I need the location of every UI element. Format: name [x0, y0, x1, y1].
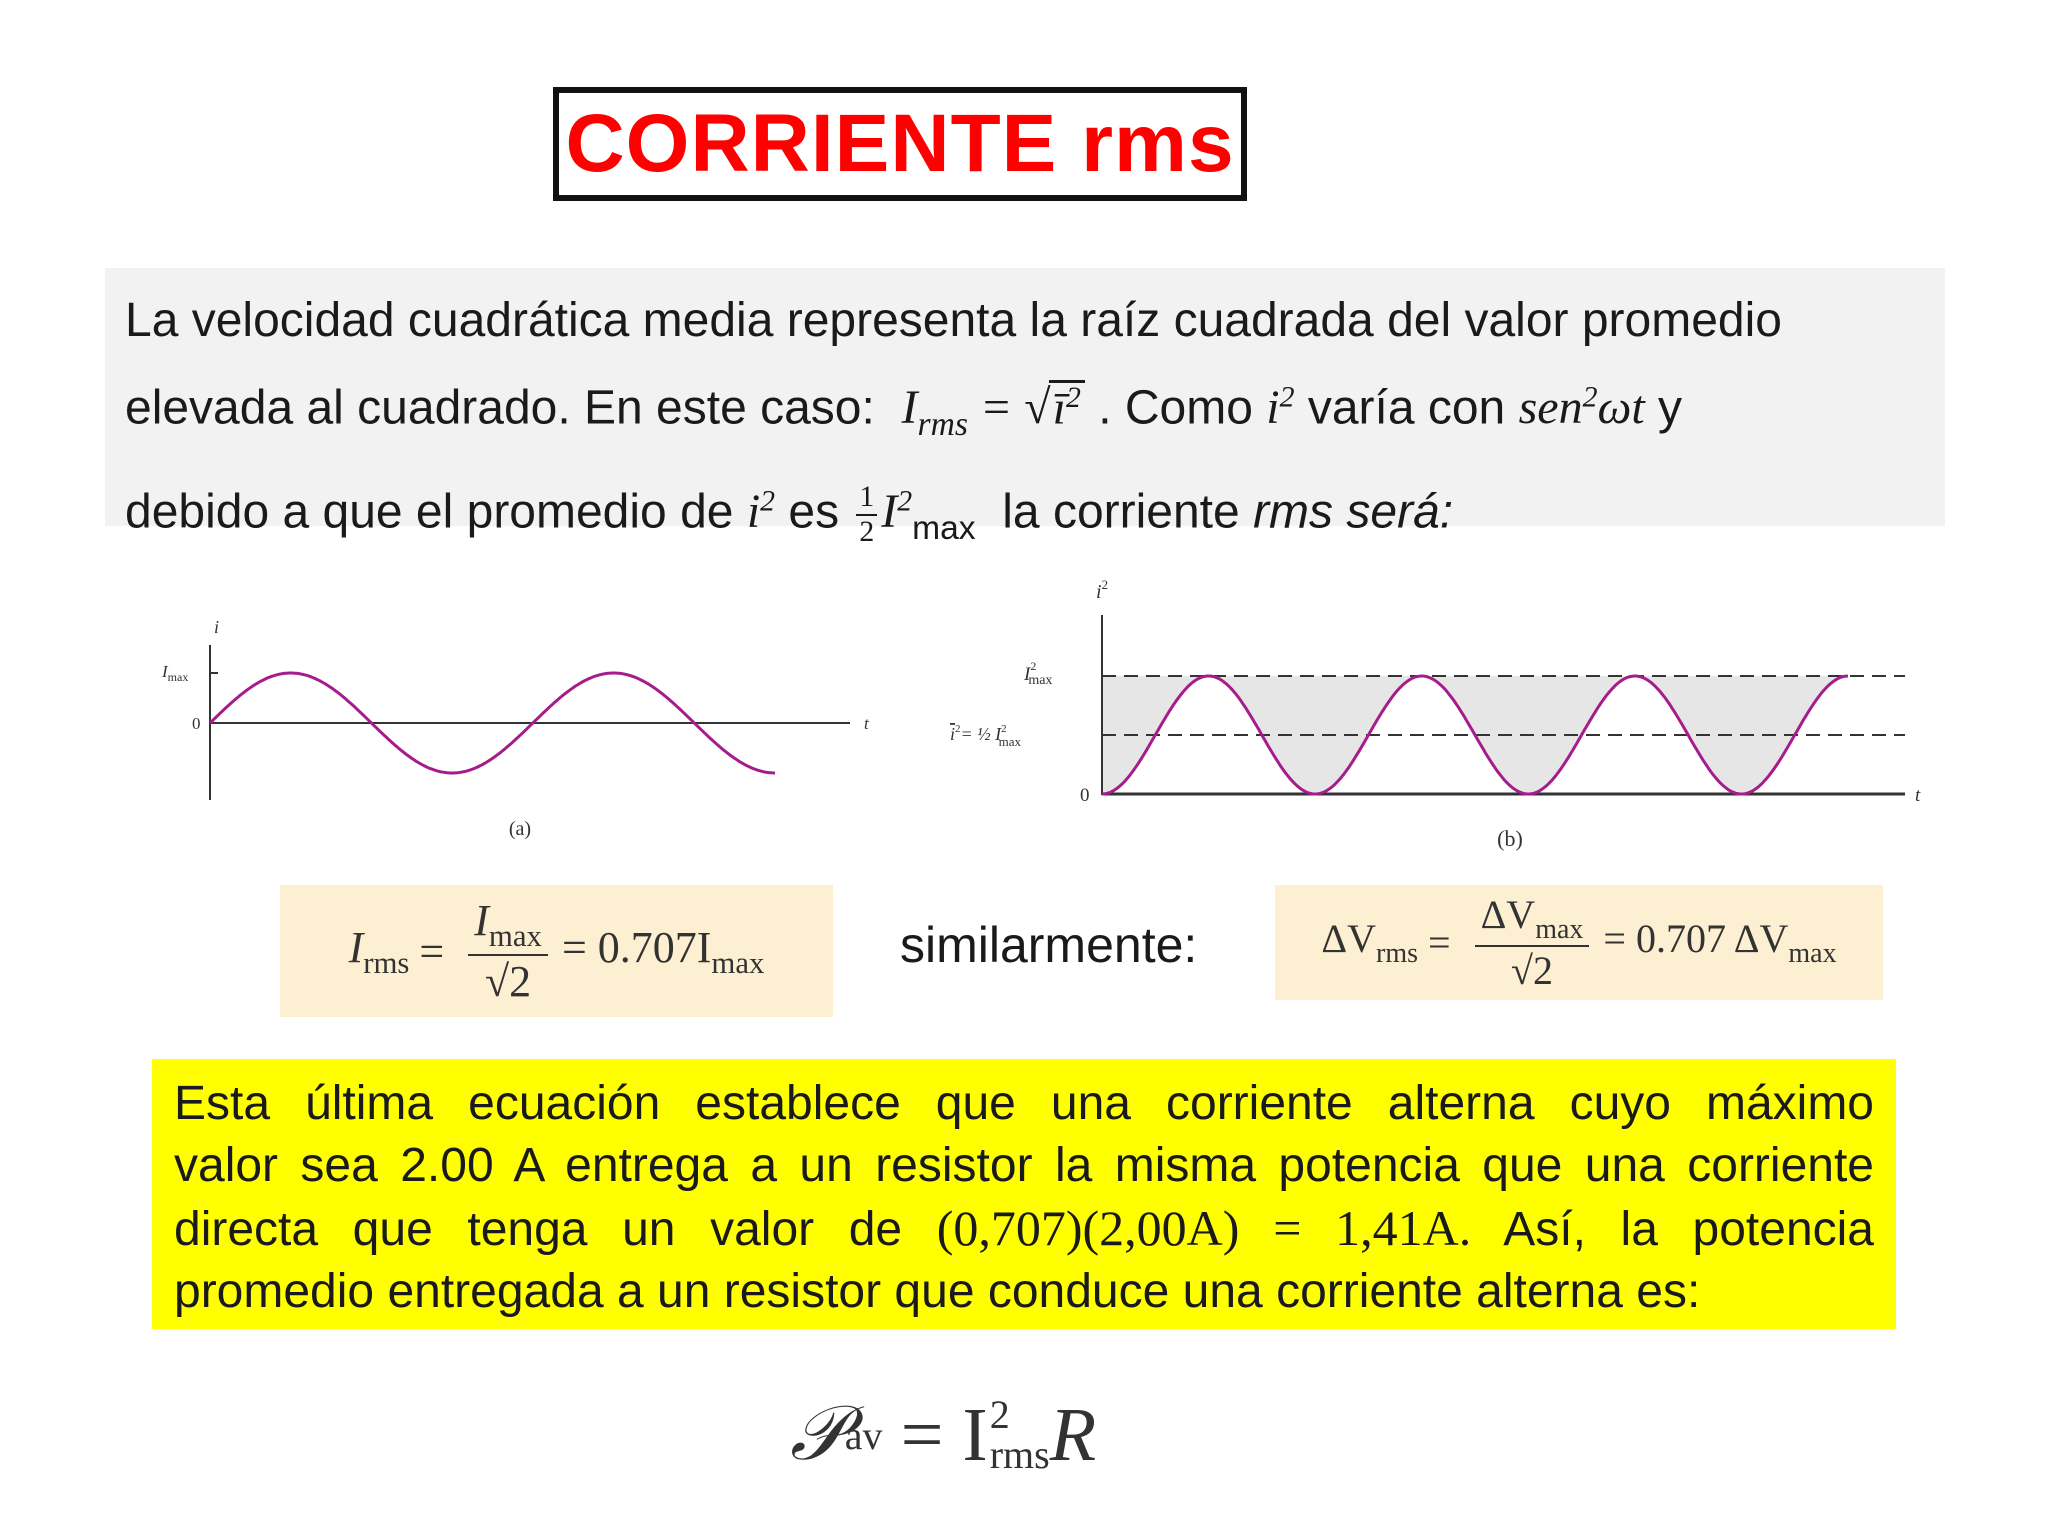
plot-b-y-label: $i^2$ [1096, 577, 1109, 603]
explanation-math: (0,707)(2,00A) = 1,41A. [936, 1200, 1472, 1256]
vrms-rhs: = 0.707 $\Delta V_{max}$ [1603, 916, 1837, 969]
i-squared-math: $i^2$ [1266, 381, 1295, 435]
max-subscript: max [912, 510, 976, 548]
explanation-line-3: directa que tenga un valor de (0,707)(2,00A) = 1,41A. Así, la potencia [174, 1200, 1874, 1256]
plot-b-caption: (b) [1497, 826, 1523, 851]
intro-line-3-b: es [788, 485, 840, 539]
i-max-squared-math: $I^2$ [881, 485, 913, 539]
intro-line-3-d: rms será: [1253, 485, 1454, 539]
one-half-fraction: $\frac{1}{2}$ [856, 481, 877, 548]
i-squared-math-2: $i^2$ [746, 485, 776, 539]
irms-fraction: $I_{max}$ √2 [468, 895, 548, 1007]
vrms-equation-box: $\Delta V_{rms}$ = $\Delta V_{max}$ √2 = 0.707 $\Delta V_{max}$ [1275, 885, 1883, 1000]
plot-a-caption: (a) [508, 818, 532, 840]
plot-a-max-label: $I_{max}$ [162, 662, 189, 684]
intro-line-2-d: y [1658, 381, 1683, 435]
explanation-line-2: valor sea 2.00 A entrega a un resistor la misma potencia que una corriente [174, 1139, 1874, 1192]
irms-rhs: = $0.707I_{max}$ [561, 922, 765, 980]
intro-line-2-c: varía con [1307, 381, 1506, 435]
intro-line-1: La velocidad cuadrática media representa la raíz cuadrada del valor promedio [125, 294, 1782, 347]
intro-line-2 [125, 359, 1925, 463]
plot-b-max-label: $I^2$ max [1024, 659, 1053, 688]
plot-b-x-label: t [1915, 785, 1921, 806]
vrms-lhs: $\Delta V_{rms}$ [1321, 916, 1419, 969]
irms-formula: $I_{rms}$ = $√ī^2$ [902, 381, 1085, 434]
explanation-box [152, 1059, 1896, 1329]
irms-equation-box: $I_{rms}$ = $I_{max}$ √2 = $0.707I_{max}$ [280, 885, 833, 1017]
plot-a-y-label: i [214, 617, 220, 637]
intro-line-3-c: la corriente [1002, 485, 1240, 539]
title-box [553, 87, 1247, 201]
intro-line-2-b: . Como [1098, 381, 1253, 435]
plot-a-zero-label: 0 [192, 714, 201, 733]
intro-paragraph [105, 268, 1945, 548]
current-squared-plot [940, 570, 1930, 860]
average-power-equation: 𝒫 av = I 2 rms R [790, 1392, 1097, 1477]
intro-line-2-a: elevada al cuadrado. En este caso: [125, 381, 875, 435]
explanation-line-1: Esta última ecuación establece que una corriente alterna cuyo máximo [174, 1077, 1874, 1130]
current-sine-plot [150, 605, 890, 855]
intro-line-3 [125, 463, 1925, 567]
plot-a-x-label: t [864, 714, 869, 733]
page-title: CORRIENTE rms [565, 98, 1235, 189]
intro-line-3-a: debido a que el promedio de [125, 485, 734, 539]
irms-lhs: $I_{rms}$ [348, 922, 410, 980]
vrms-fraction: $\Delta V_{max}$ √2 [1475, 891, 1590, 995]
similarly-label: similarmente: [900, 917, 1198, 973]
explanation-line-4: promedio entregada a un resistor que conduce una corriente alterna es: [174, 1265, 1701, 1318]
sen-squared-math: sen$^2$ωt [1518, 381, 1645, 435]
plot-b-zero-label: 0 [1080, 785, 1090, 806]
plot-b-mean-label: $i^2=$ ½ $I^2$ max [950, 723, 1022, 749]
